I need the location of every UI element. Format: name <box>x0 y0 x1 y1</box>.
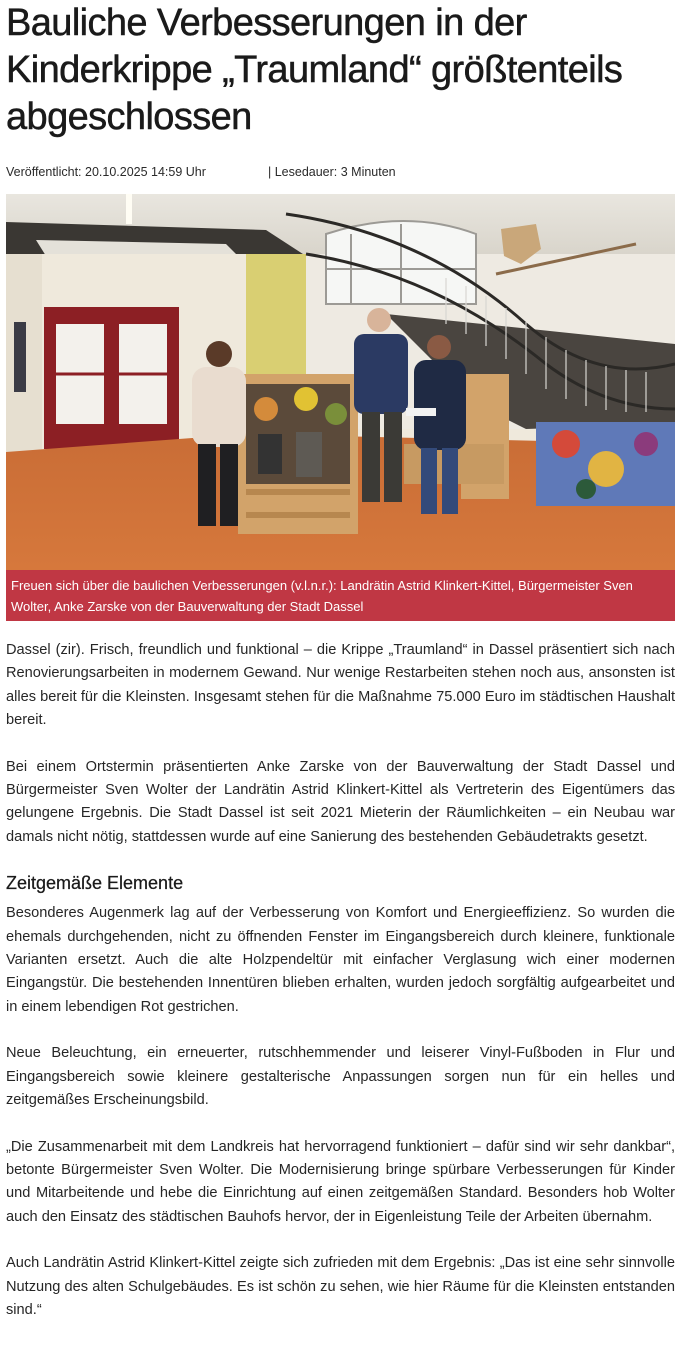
article-meta <box>6 163 675 181</box>
published-date: Veröffentlicht: 20.10.2025 14:59 Uhr <box>6 165 206 179</box>
article-figure <box>6 194 675 621</box>
paragraph: Besonderes Augenmerk lag auf der Verbesserung von Komfort und Energieeffizienz. So wurden die ehemals durchgehenden, nicht zu öffnenden Fenster im Eingangsbereich durch kleinere, funktionale Varianten ersetzt. Auch die alte Holzpendeltür mit einfacher Verglasung wich einer modernen Eingangstür. Die bestehenden Innentüren blieben erhalten, wurden jedoch sorgfältig aufgearbeitet und in einem lebendigen Rot gestrichen. <box>6 905 675 1015</box>
paragraph: Neue Beleuchtung, ein erneuerter, rutschhemmender und leiserer Vinyl-Fußboden in Flur und Eingangsbereich sowie kleinere gestalterische Anpassungen sorgen nun für ein helles und zeitgemäßes Erscheinungsbild. <box>6 1045 675 1109</box>
subheading: Zeitgemäße Elemente <box>6 873 184 894</box>
paragraph: Bei einem Ortstermin präsentierten Anke Zarske von der Bauverwaltung der Stadt Dassel und Bürgermeister Sven Wolter der Landrätin Astrid Klinkert-Kittel als Vertreterin des Eigentümers das gelungene Ergebnis. Die Stadt Dassel ist seit 2021 Mieterin der Räumlichkeiten – ein Neubau war damals nicht nötig, stattdessen wurde auf eine Sanierung des bestehenden Gebäudetrakts gesetzt. <box>6 758 675 845</box>
paragraph: Auch Landrätin Astrid Klinkert-Kittel zeigte sich zufrieden mit dem Ergebnis: „Das ist eine sehr sinnvolle Nutzung des alten Schulgebäudes. Es ist schön zu sehen, wie hier Räume für die Kleinsten entstanden sind.“ <box>6 1255 675 1318</box>
article-title: Bauliche Verbesserungen in der Kinderkrippe „Traumland“ größtenteils abgeschlossen <box>6 2 623 138</box>
photo-caption: Freuen sich über die baulichen Verbesserungen (v.l.n.r.): Landrätin Astrid Klinkert-Kittel, Bürgermeister Sven Wolter, Anke Zarske von der Bauverwaltung der Stadt Dassel <box>6 570 675 621</box>
paragraph: Dassel (zir). Frisch, freundlich und funktional – die Krippe „Traumland“ in Dassel präsentiert sich nach Renovierungsarbeiten in modernem Gewand. Nur wenige Restarbeiten stehen noch aus, ansonsten ist alles bereit für die Kleinsten. Insgesamt stehen für die Maßnahme 75.000 Euro im städtischen Haushalt bereit. <box>6 642 675 729</box>
paragraph: „Die Zusammenarbeit mit dem Landkreis hat hervorragend funktioniert – dafür sind wir sehr dankbar“, betonte Bürgermeister Sven Wolter. Die Modernisierung bringe spürbare Verbesserungen für Kinder und Mitarbeitende und hebe die Einrichtung auf einen zeitgemäßen Standard. Besonders hob Wolter auch den Einsatz des städtischen Bauhofs hervor, der in Eigenleistung Teile der Arbeiten übernahm. <box>6 1138 675 1225</box>
article-body <box>6 639 675 1322</box>
reading-time: | Lesedauer: 3 Minuten <box>268 165 396 179</box>
article <box>6 0 675 1322</box>
article-photo[interactable] <box>6 194 675 570</box>
